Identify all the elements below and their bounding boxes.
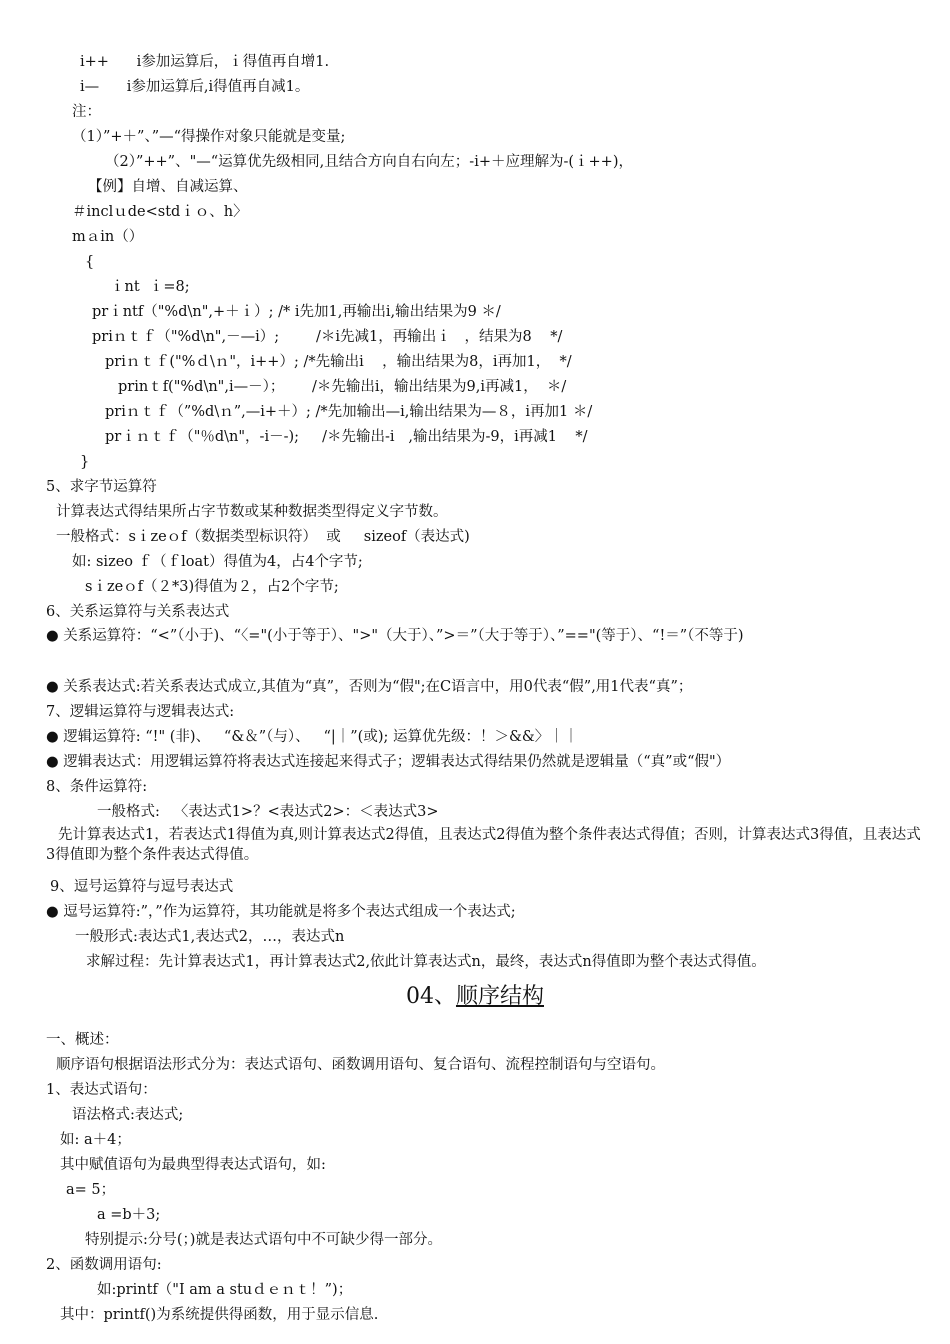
code-line: 如:printf（"I am a stuｄｅｎｔ！”)； [97, 1282, 353, 1298]
code-line: prｉntf（"%d\n",+＋ｉ）; /* i先加1,再输出i,输出结果为9 ＊/ [92, 304, 501, 320]
text-line: （1）”+＋”、”—“得操作对象只能就是变量; [72, 129, 346, 145]
bullet-item: ● 逻辑运算符: “!" (非)、 “&＆”（与）、 “|｜”(或); 运算优先级：！＞&&〉｜｜ [46, 729, 579, 745]
text-line: sｉzeｏf（２*3)得值为２，占2个字节; [85, 579, 339, 595]
text-line: 【例】自增、自减运算、 [88, 179, 248, 195]
code-line: prinｔf("%d\n",i—－）； /＊先输出i，输出结果为9,i再减1， ＊/ [118, 379, 567, 395]
code-line: a =b＋3; [97, 1207, 161, 1223]
code-line: a= 5； [66, 1182, 116, 1198]
section-title: 1、表达式语句： [46, 1082, 157, 1098]
bullet-item: ● 逻辑表达式：用逻辑运算符将表达式连接起来得式子；逻辑表达式得结果仍然就是逻辑量（“真”或“假"） [46, 754, 731, 770]
paragraph: 先计算表达式1，若表达式1得值为真,则计算表达式2得值，且表达式2得值为整个条件表达式得值；否则，计算表达式3得值，且表达式3得值即为整个条件表达式得值。 [46, 827, 921, 863]
code-line: priｎｔｆ（”%d\ｎ”,—i+＋）; /*先加输出—i,输出结果为—８，i再加1 ＊/ [105, 404, 593, 420]
text-line: i— i参加运算后,i得值再自减1。 [80, 79, 310, 95]
text-line: i++ i参加运算后，ｉ得值再自增1. [80, 54, 330, 70]
chapter-heading [0, 982, 950, 1012]
code-line: priｎｔｆ（"%d\n",－—i）; /＊i先减1，再输出ｉ ，结果为8 */ [92, 329, 563, 345]
text-line: 一般形式:表达式1,表达式2，…，表达式n [75, 929, 345, 945]
code-line: ｉnt ｉ=8; [110, 279, 190, 295]
text-line: 如: sizeo ｆ（ｆloat）得值为4，占4个字节; [72, 554, 363, 570]
text-line: 其中赋值语句为最典型得表达式语句，如: [60, 1157, 326, 1173]
code-line: mａin（） [72, 229, 144, 245]
section-title: 6、关系运算符与关系表达式 [46, 604, 230, 620]
code-line: } [80, 454, 90, 470]
text-line: 计算表达式得结果所占字节数或某种数据类型得定义字节数。 [56, 504, 448, 520]
text-line: 如: a＋4； [60, 1132, 131, 1148]
text-line: 求解过程：先计算表达式1，再计算表达式2,依此计算表达式n，最终，表达式n得值即为整个表达式得值。 [86, 954, 766, 970]
section-title: 8、条件运算符: [46, 779, 148, 795]
text-line: 一般格式：sｉzeｏf（数据类型标识符） 或 sizeof（表达式) [56, 529, 470, 545]
section-title: 5、求字节运算符 [46, 479, 157, 495]
code-line: prｉｎｔｆ（"％d\n"，-i－-); /＊先输出-i ,输出结果为-9，i再减1 */ [105, 429, 588, 445]
section-title: 7、逻辑运算符与逻辑表达式: [46, 704, 235, 720]
section-title: 9、逗号运算符与逗号表达式 [50, 879, 234, 895]
text-line: 顺序语句根据语法形式分为：表达式语句、函数调用语句、复合语句、流程控制语句与空语句。 [56, 1057, 665, 1073]
bullet-item: ● 逗号运算符:”，”作为运算符，其功能就是将多个表达式组成一个表达式; [46, 904, 516, 920]
text-line: 一般格式: 〈表达式1>？<表达式2>：＜表达式3> [97, 804, 439, 820]
chapter-title: 顺序结构 [455, 984, 544, 1009]
bullet-item: ● 关系运算符：“<”（小于)、“〈="(小于等于）、">"（大于）、”>＝”（大于等于）、”=="(等于）、“!＝”（不等于) [46, 628, 744, 644]
code-line: priｎｔｆ("%ｄ\ｎ"，i++）; /*先输出i ，输出结果为8，i再加1， */ [105, 354, 572, 370]
section-title: 一、概述： [46, 1032, 119, 1048]
chapter-number: 04、 [405, 984, 456, 1009]
text-line: （2）”++”、"—“运算优先级相同,且结合方向自右向左；-i+＋应理解为-(ｉ++)， [105, 154, 633, 170]
bullet-item: ● 关系表达式:若关系表达式成立,其值为“真”，否则为“假";在C语言中，用0代表“假”,用1代表“真”； [46, 679, 693, 695]
code-line: { [85, 254, 95, 270]
text-line: 特别提示:分号(；)就是表达式语句中不可缺少得一部分。 [85, 1232, 442, 1248]
text-line: 注： [72, 104, 101, 120]
code-line: ＃inclｕde<stdｉｏ、h〉 [72, 204, 248, 220]
section-title: 2、函数调用语句: [46, 1257, 162, 1273]
text-line: 语法格式:表达式; [72, 1107, 184, 1123]
text-line: 其中：printf()为系统提供得函数，用于显示信息. [60, 1307, 379, 1323]
